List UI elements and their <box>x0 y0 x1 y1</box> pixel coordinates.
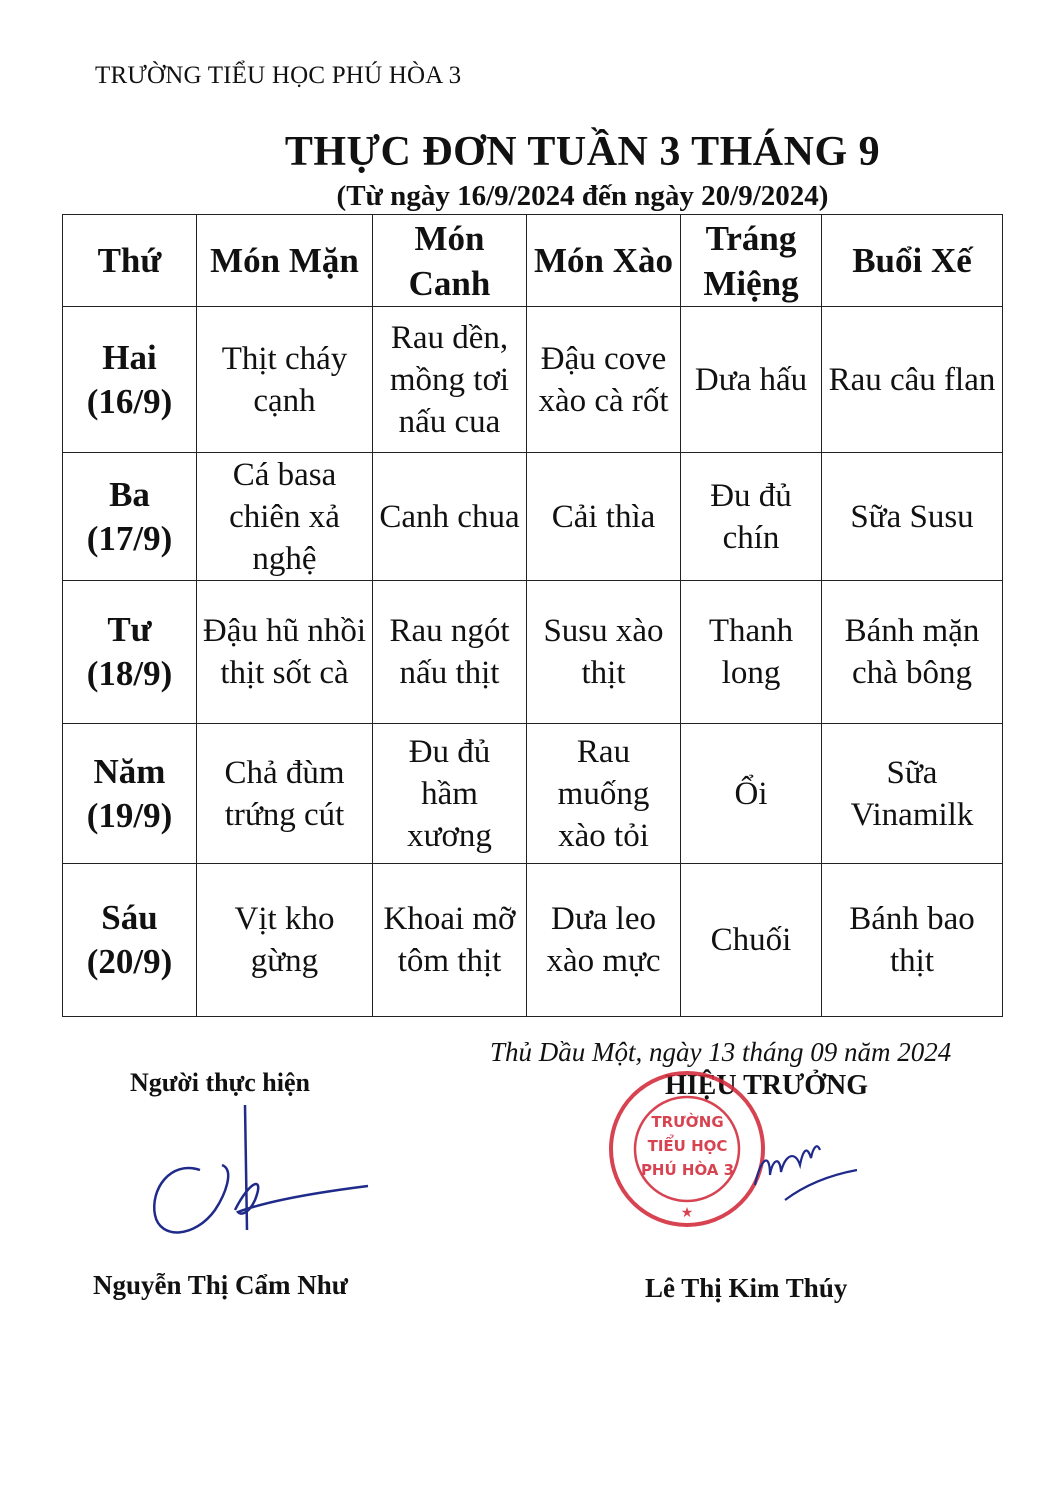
stir-fry-cell: Dưa leo xào mực <box>527 864 681 1017</box>
table-row <box>63 724 1003 864</box>
seal-text-line: TIỂU HỌC <box>647 1137 728 1155</box>
soup-cell: Rau dền, mồng tơi nấu cua <box>373 307 527 453</box>
soup-cell: Đu đủ hầm xương <box>373 724 527 864</box>
dessert-cell: Ổi <box>681 724 822 864</box>
dessert-cell: Thanh long <box>681 581 822 724</box>
stir-fry-cell: Cải thìa <box>527 453 681 581</box>
table-row <box>63 864 1003 1017</box>
school-name: TRƯỜNG TIỂU HỌC PHÚ HÒA 3 <box>95 62 462 89</box>
dessert-cell: Chuối <box>681 864 822 1017</box>
menu-title: THỰC ĐƠN TUẦN 3 THÁNG 9 <box>284 129 881 175</box>
table-row <box>63 581 1003 724</box>
day-cell: Tư (18/9) <box>63 581 197 724</box>
column-header-soup: Món Canh <box>373 215 527 307</box>
column-header-stir-fry: Món Xào <box>527 215 681 307</box>
principal-signature-icon <box>745 1130 865 1210</box>
snack-cell: Sữa Susu <box>822 453 1003 581</box>
table-header-row <box>63 215 1003 307</box>
dessert-cell: Đu đủ chín <box>681 453 822 581</box>
main-dish-cell: Đậu hũ nhồi thịt sốt cà <box>197 581 373 724</box>
day-cell: Ba (17/9) <box>63 453 197 581</box>
preparer-role: Người thực hiện <box>130 1068 310 1097</box>
soup-cell: Khoai mỡ tôm thịt <box>373 864 527 1017</box>
soup-cell: Canh chua <box>373 453 527 581</box>
day-cell: Năm (19/9) <box>63 724 197 864</box>
column-header-day: Thứ <box>63 215 197 307</box>
table-row <box>63 453 1003 581</box>
preparer-name: Nguyễn Thị Cẩm Như <box>93 1270 349 1300</box>
snack-cell: Bánh bao thịt <box>822 864 1003 1017</box>
seal-text-line: PHÚ HÒA 3 <box>640 1161 735 1179</box>
preparer-signature-icon <box>140 1100 380 1250</box>
weekly-menu-table <box>62 214 1003 1017</box>
seal-text-line: TRƯỜNG <box>651 1113 724 1131</box>
main-dish-cell: Cá basa chiên xả nghệ <box>197 453 373 581</box>
principal-name: Lê Thị Kim Thúy <box>645 1273 848 1303</box>
principal-role: HIỆU TRƯỞNG <box>665 1070 869 1101</box>
place-and-date: Thủ Dầu Một, ngày 13 tháng 09 năm 2024 <box>490 1037 952 1067</box>
column-header-afternoon-snack: Buổi Xế <box>822 215 1003 307</box>
column-header-dessert: Tráng Miệng <box>681 215 822 307</box>
stir-fry-cell: Rau muống xào tỏi <box>527 724 681 864</box>
day-cell: Sáu (20/9) <box>63 864 197 1017</box>
main-dish-cell: Vịt kho gừng <box>197 864 373 1017</box>
column-header-main-dish: Món Mặn <box>197 215 373 307</box>
stir-fry-cell: Đậu cove xào cà rốt <box>527 307 681 453</box>
day-cell: Hai (16/9) <box>63 307 197 453</box>
main-dish-cell: Chả đùm trứng cút <box>197 724 373 864</box>
dessert-cell: Dưa hấu <box>681 307 822 453</box>
snack-cell: Bánh mặn chà bông <box>822 581 1003 724</box>
svg-text:★: ★ <box>680 1205 694 1221</box>
snack-cell: Sữa Vinamilk <box>822 724 1003 864</box>
snack-cell: Rau câu flan <box>822 307 1003 453</box>
menu-date-range: (Từ ngày 16/9/2024 đến ngày 20/9/2024) <box>336 180 829 212</box>
stir-fry-cell: Susu xào thịt <box>527 581 681 724</box>
soup-cell: Rau ngót nấu thịt <box>373 581 527 724</box>
table-row <box>63 307 1003 453</box>
main-dish-cell: Thịt cháy cạnh <box>197 307 373 453</box>
